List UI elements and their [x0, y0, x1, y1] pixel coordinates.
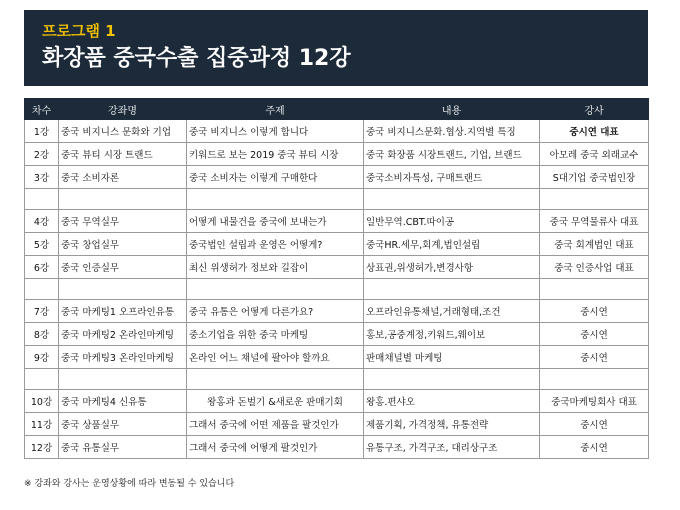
- cell-instructor: 중국마케팅회사 대표: [540, 390, 649, 413]
- column-header-topic: 주제: [187, 99, 364, 120]
- cell-course: 중국 무역실무: [59, 210, 187, 233]
- cell-content: 중국 화장품 시장트랜드, 기업, 브랜드: [364, 143, 540, 166]
- cell-course: 중국 마케팅2 온라인마케팅: [59, 323, 187, 346]
- table-row: [25, 120, 649, 143]
- cell-no: 8강: [25, 323, 59, 346]
- cell-instructor: 아모레 중국 외래교수: [540, 143, 649, 166]
- spacer-row: [25, 369, 649, 390]
- table-row: [25, 233, 649, 256]
- cell-course: 중국 마케팅4 신유통: [59, 390, 187, 413]
- column-header-instructor: 강사: [540, 99, 649, 120]
- table-row: [25, 436, 649, 459]
- cell-instructor: 중시연: [540, 436, 649, 459]
- table-row: [25, 323, 649, 346]
- cell-instructor: 중시연 대표: [540, 120, 649, 143]
- cell-content: 중국 비지니스문화.협상.지역별 특징: [364, 120, 540, 143]
- footnote: ※ 강좌와 강사는 운영상황에 따라 변동될 수 있습니다: [24, 479, 235, 489]
- table-row: [25, 256, 649, 279]
- cell-content: 일반무역.CBT.따이공: [364, 210, 540, 233]
- table-header-row: [25, 99, 649, 120]
- program-banner: [24, 10, 648, 86]
- cell-no: 2강: [25, 143, 59, 166]
- program-subtitle: 프로그램 1: [42, 22, 116, 40]
- cell-instructor: 중국 회계법인 대표: [540, 233, 649, 256]
- table-row: [25, 346, 649, 369]
- cell-topic: 왕홍과 돈벌기 &새로운 판매기회: [187, 390, 364, 413]
- column-header-course: 강좌명: [59, 99, 187, 120]
- table-row: [25, 143, 649, 166]
- cell-topic: 중국 소비자는 이렇게 구매한다: [187, 166, 364, 189]
- cell-topic: 중소기업을 위한 중국 마케팅: [187, 323, 364, 346]
- spacer-row: [25, 279, 649, 300]
- cell-no: 10강: [25, 390, 59, 413]
- program-title: 화장품 중국수출 집중과정 12강: [42, 46, 351, 71]
- cell-no: 12강: [25, 436, 59, 459]
- cell-content: 판매채널별 마케팅: [364, 346, 540, 369]
- cell-content: 중국소비자특성, 구매트랜드: [364, 166, 540, 189]
- cell-no: 9강: [25, 346, 59, 369]
- cell-topic: 그래서 중국에 어떻게 팔것인가: [187, 436, 364, 459]
- table-row: [25, 166, 649, 189]
- column-header-content: 내용: [364, 99, 540, 120]
- cell-course: 중국 마케팅1 오프라인유통: [59, 300, 187, 323]
- cell-course: 중국 인증실무: [59, 256, 187, 279]
- table-row: [25, 390, 649, 413]
- cell-topic: 최신 위생허가 정보와 길잡이: [187, 256, 364, 279]
- cell-topic: 그래서 중국에 어떤 제품을 팔것인가: [187, 413, 364, 436]
- cell-course: 중국 뷰티 시장 트랜드: [59, 143, 187, 166]
- cell-no: 6강: [25, 256, 59, 279]
- cell-no: 1강: [25, 120, 59, 143]
- cell-content: 중국HR.세무,회계,법인설립: [364, 233, 540, 256]
- cell-course: 중국 창업실무: [59, 233, 187, 256]
- cell-topic: 중국 비지니스 이렇게 합니다: [187, 120, 364, 143]
- cell-content: 홍보,공중계정,키워드,웨이보: [364, 323, 540, 346]
- cell-topic: 중국법인 설립과 운영은 어떻게?: [187, 233, 364, 256]
- table-row: [25, 413, 649, 436]
- cell-instructor: 중시연: [540, 346, 649, 369]
- cell-no: 5강: [25, 233, 59, 256]
- schedule-table: [24, 98, 649, 459]
- cell-instructor: 중시연: [540, 413, 649, 436]
- cell-content: 유통구조, 가격구조, 대리상구조: [364, 436, 540, 459]
- table-row: [25, 300, 649, 323]
- cell-course: 중국 소비자론: [59, 166, 187, 189]
- cell-topic: 어떻게 내물건을 중국에 보내는가: [187, 210, 364, 233]
- cell-no: 7강: [25, 300, 59, 323]
- cell-no: 3강: [25, 166, 59, 189]
- cell-topic: 온라인 어느 채널에 팔아야 할까요: [187, 346, 364, 369]
- cell-topic: 중국 유통은 어떻게 다른가요?: [187, 300, 364, 323]
- cell-instructor: S대기업 중국법인장: [540, 166, 649, 189]
- cell-course: 중국 마케팅3 온라인마케팅: [59, 346, 187, 369]
- cell-no: 4강: [25, 210, 59, 233]
- table-row: [25, 210, 649, 233]
- spacer-row: [25, 189, 649, 210]
- cell-no: 11강: [25, 413, 59, 436]
- cell-content: 제품기획, 가격정책, 유통전략: [364, 413, 540, 436]
- cell-content: 오프라인유통채널,거래형태,조건: [364, 300, 540, 323]
- cell-course: 중국 유통실무: [59, 436, 187, 459]
- cell-instructor: 중국 인증사업 대표: [540, 256, 649, 279]
- cell-course: 중국 상품실무: [59, 413, 187, 436]
- cell-content: 왕홍.편샤오: [364, 390, 540, 413]
- cell-instructor: 중시연: [540, 300, 649, 323]
- cell-course: 중국 비지니스 문화와 기업: [59, 120, 187, 143]
- cell-instructor: 중국 무역물류사 대표: [540, 210, 649, 233]
- column-header-no: 차수: [25, 99, 59, 120]
- cell-content: 상표권,위생허가,변경사항: [364, 256, 540, 279]
- cell-instructor: 중시연: [540, 323, 649, 346]
- cell-topic: 키워드로 보는 2019 중국 뷰티 시장: [187, 143, 364, 166]
